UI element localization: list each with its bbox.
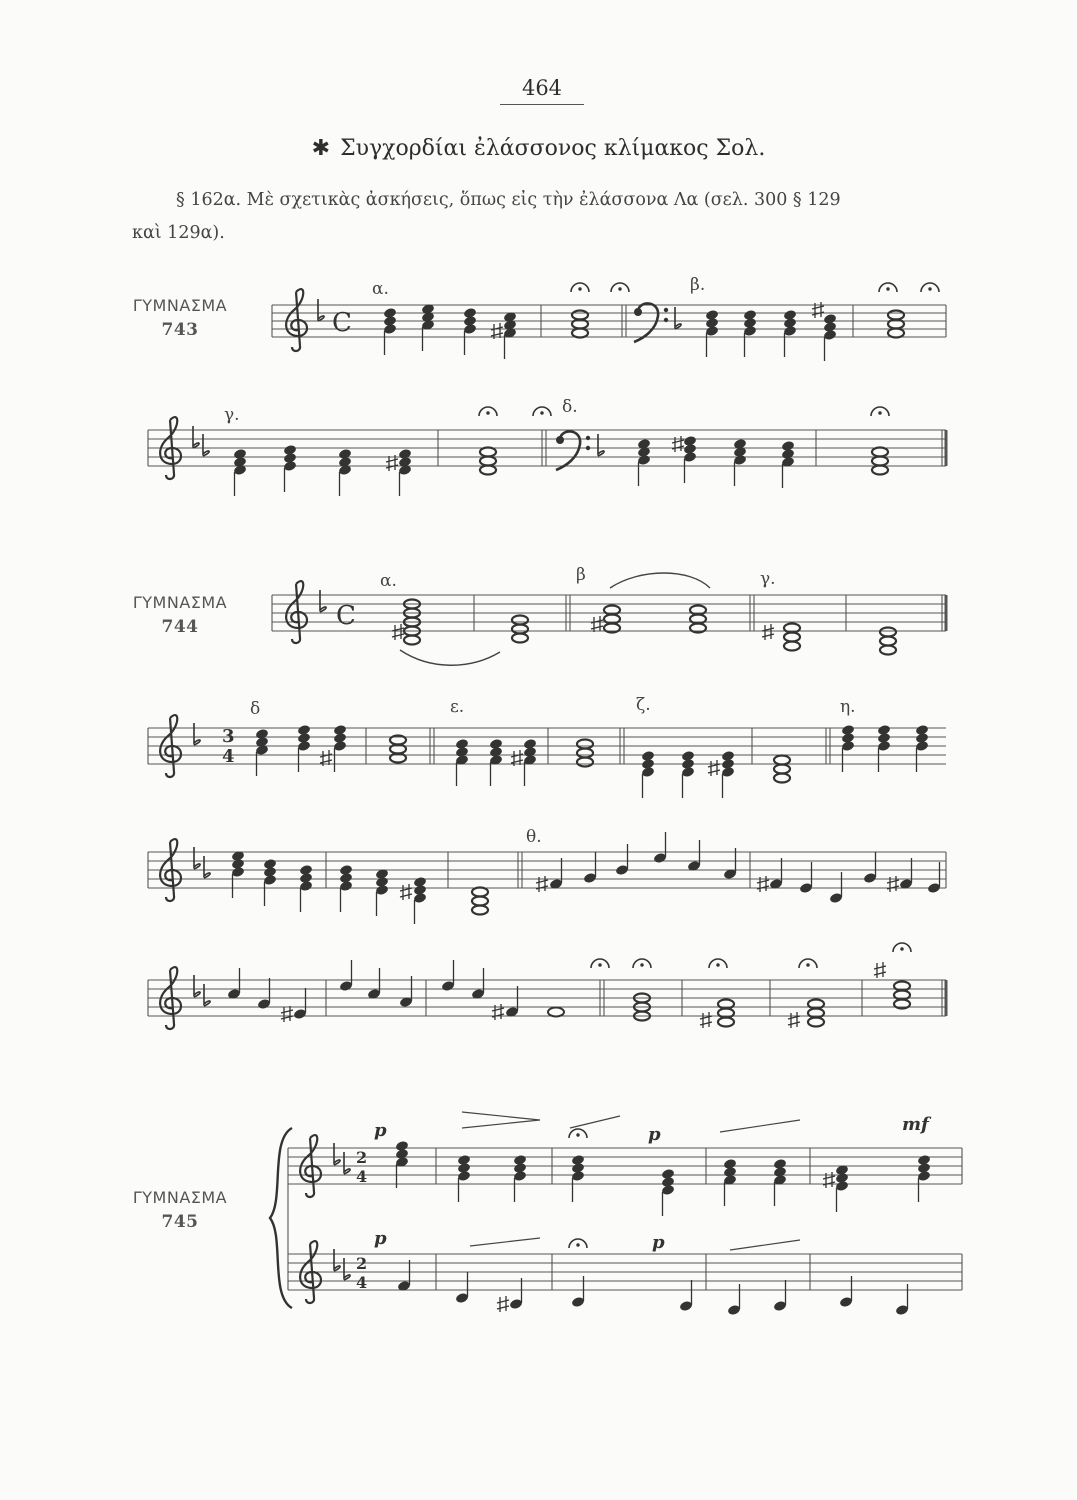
sharp-icon	[788, 1012, 800, 1028]
exercise-number: 743	[161, 320, 199, 340]
chord	[395, 1140, 409, 1188]
chord	[877, 724, 891, 772]
exercise-title: ΓΥΜΝΑΣΜΑ	[132, 296, 228, 315]
star-icon: ✱	[311, 136, 331, 161]
section-label: ζ.	[636, 695, 651, 715]
flat-icon	[318, 299, 324, 321]
chord	[338, 448, 352, 496]
note	[397, 1260, 411, 1292]
note	[773, 1280, 787, 1312]
chord	[718, 1000, 734, 1027]
fermata-icon	[633, 959, 651, 968]
chord	[835, 1164, 849, 1212]
treble-clef-icon	[286, 581, 307, 643]
page-number: 464	[500, 76, 584, 105]
sharp-icon	[281, 1006, 293, 1022]
section-label: η.	[840, 697, 856, 717]
sharp-icon	[672, 436, 684, 452]
heading-text: Συγχορδίαι ἐλάσσονος κλίμακος Σολ.	[340, 136, 766, 161]
chord	[784, 624, 800, 651]
sharp-icon	[757, 876, 769, 892]
flat-icon	[194, 847, 200, 869]
staff-system	[272, 275, 946, 361]
fermata-icon	[611, 283, 629, 292]
chord	[808, 1000, 824, 1027]
chord	[255, 728, 269, 776]
chord	[723, 1158, 737, 1206]
flat-icon	[194, 975, 200, 997]
staff-system	[272, 565, 946, 665]
flat-icon	[334, 1143, 340, 1165]
chord	[513, 1154, 527, 1202]
staff-system	[148, 943, 946, 1029]
time-signature-top: 2	[356, 1254, 368, 1273]
sharp-icon	[708, 760, 720, 776]
chord	[512, 616, 528, 643]
chord	[263, 858, 277, 906]
fermata-icon	[871, 407, 889, 416]
sharp-icon	[700, 1012, 712, 1028]
chord	[915, 724, 929, 772]
chord	[683, 435, 697, 483]
note	[723, 848, 737, 880]
note	[583, 852, 597, 884]
chord	[463, 307, 477, 355]
note	[227, 968, 241, 1000]
chord	[413, 876, 427, 924]
flat-icon	[675, 307, 681, 329]
chord	[571, 1154, 585, 1202]
dynamic-mark: p	[652, 1232, 665, 1253]
section-label: δ.	[562, 397, 578, 417]
chord	[398, 448, 412, 496]
chord	[297, 724, 311, 772]
chord	[604, 606, 620, 633]
dynamic-mark: p	[648, 1124, 661, 1145]
chord	[233, 448, 247, 496]
time-signature: C	[336, 601, 356, 631]
exercise-title: ΓΥΜΝΑΣΜΑ	[132, 593, 228, 612]
note	[895, 1284, 909, 1316]
chord	[841, 724, 855, 772]
flat-icon	[598, 434, 604, 456]
flat-icon	[344, 1152, 350, 1174]
flat-icon	[344, 1258, 350, 1280]
chord	[872, 448, 888, 475]
note	[293, 988, 307, 1020]
chord	[888, 311, 904, 338]
bass-clef-icon	[556, 431, 590, 470]
chord	[577, 740, 593, 767]
note	[455, 1272, 469, 1304]
chord	[455, 738, 469, 786]
dynamic-mark: mf	[902, 1114, 929, 1135]
chord	[661, 1168, 675, 1216]
exercise-number: 745	[161, 1212, 199, 1232]
section-label: β.	[690, 275, 706, 295]
fermata-icon	[591, 959, 609, 968]
note	[471, 968, 485, 1000]
exercise-number: 744	[161, 617, 199, 637]
flat-icon	[204, 984, 210, 1006]
section-label: γ.	[760, 569, 776, 589]
sharp-icon	[536, 876, 548, 892]
chord	[383, 307, 397, 355]
note	[505, 986, 519, 1018]
flat-icon	[204, 856, 210, 878]
note	[339, 960, 353, 992]
flat-icon	[194, 723, 200, 745]
exercise-title: ΓΥΜΝΑΣΜΑ	[132, 1188, 228, 1207]
sharp-icon	[823, 1172, 835, 1188]
fermata-icon	[893, 943, 911, 952]
bass-clef-icon	[634, 303, 668, 342]
chord	[572, 311, 588, 338]
section-label: ε.	[450, 697, 465, 717]
time-signature-top: 2	[356, 1148, 368, 1167]
flat-icon	[193, 426, 199, 448]
fermata-icon	[571, 283, 589, 292]
chord	[774, 756, 790, 783]
fermata-icon	[569, 1129, 587, 1138]
flat-icon	[334, 1249, 340, 1271]
fermata-icon	[879, 283, 897, 292]
treble-clef-icon	[286, 289, 307, 351]
note	[727, 1284, 741, 1316]
chord	[917, 1154, 931, 1202]
chord	[637, 438, 651, 486]
time-signature-top: 3	[222, 726, 235, 747]
fermata-icon	[533, 407, 551, 416]
section-label: α.	[372, 279, 389, 299]
note	[549, 858, 563, 890]
note	[679, 1280, 693, 1312]
staff-system	[148, 397, 946, 496]
chord	[231, 850, 245, 898]
chord	[489, 738, 503, 786]
fermata-icon	[569, 1239, 587, 1248]
sharp-icon	[400, 884, 412, 900]
staff-system	[148, 695, 946, 798]
note	[615, 844, 629, 876]
chord	[721, 750, 735, 798]
section-label: δ	[250, 699, 261, 719]
dynamic-mark: p	[374, 1120, 387, 1141]
note	[927, 862, 941, 894]
chord	[773, 1158, 787, 1206]
fermata-icon	[479, 407, 497, 416]
note	[441, 960, 455, 992]
chord	[375, 868, 389, 916]
staff-system	[148, 827, 946, 924]
chord	[781, 440, 795, 488]
note	[863, 852, 877, 884]
sharp-icon	[392, 624, 404, 640]
paragraph-line: καὶ 129α).	[132, 223, 225, 243]
grand-staff	[270, 1112, 962, 1316]
chord	[733, 438, 747, 486]
time-signature-bottom: 4	[222, 746, 235, 767]
flat-icon	[203, 434, 209, 456]
time-signature: C	[332, 308, 352, 338]
chord	[480, 448, 496, 475]
sharp-icon	[874, 962, 886, 978]
note	[687, 840, 701, 872]
chord	[641, 750, 655, 798]
chord	[743, 309, 757, 357]
sharp-icon	[492, 1004, 504, 1020]
sharp-icon	[887, 876, 899, 892]
chord	[523, 738, 537, 786]
sharp-icon	[812, 302, 824, 318]
section-label: β	[576, 565, 586, 585]
dynamic-mark: p	[374, 1228, 387, 1249]
chord	[457, 1154, 471, 1202]
section-label: θ.	[526, 827, 542, 847]
sharp-icon	[762, 624, 774, 640]
note	[769, 858, 783, 890]
note	[899, 858, 913, 890]
sharp-icon	[497, 1296, 509, 1312]
chord	[503, 311, 517, 359]
chord	[681, 750, 695, 798]
note	[799, 862, 813, 894]
section-label: α.	[380, 571, 397, 591]
time-signature-bottom: 4	[356, 1167, 368, 1186]
sharp-icon	[591, 616, 603, 632]
fermata-icon	[709, 959, 727, 968]
note	[399, 976, 413, 1008]
note	[367, 968, 381, 1000]
chord	[894, 982, 910, 1009]
fermata-icon	[799, 959, 817, 968]
note	[653, 832, 667, 864]
note	[257, 978, 271, 1010]
paragraph-line: § 162α. Μὲ σχετικὰς ἀσκήσεις, ὅπως εἰς τὴν ἐλάσσονα Λα (σελ. 300 § 129	[176, 190, 841, 210]
fermata-icon	[921, 283, 939, 292]
chord	[283, 444, 297, 492]
chord	[333, 724, 347, 772]
chord	[783, 309, 797, 357]
section-label: γ.	[224, 405, 240, 425]
chord	[390, 736, 406, 763]
note	[509, 1278, 523, 1310]
chord	[690, 606, 706, 633]
chord	[421, 303, 435, 351]
chord	[472, 888, 488, 915]
flat-icon	[320, 590, 326, 612]
chord	[705, 309, 719, 357]
time-signature-bottom: 4	[356, 1273, 368, 1292]
